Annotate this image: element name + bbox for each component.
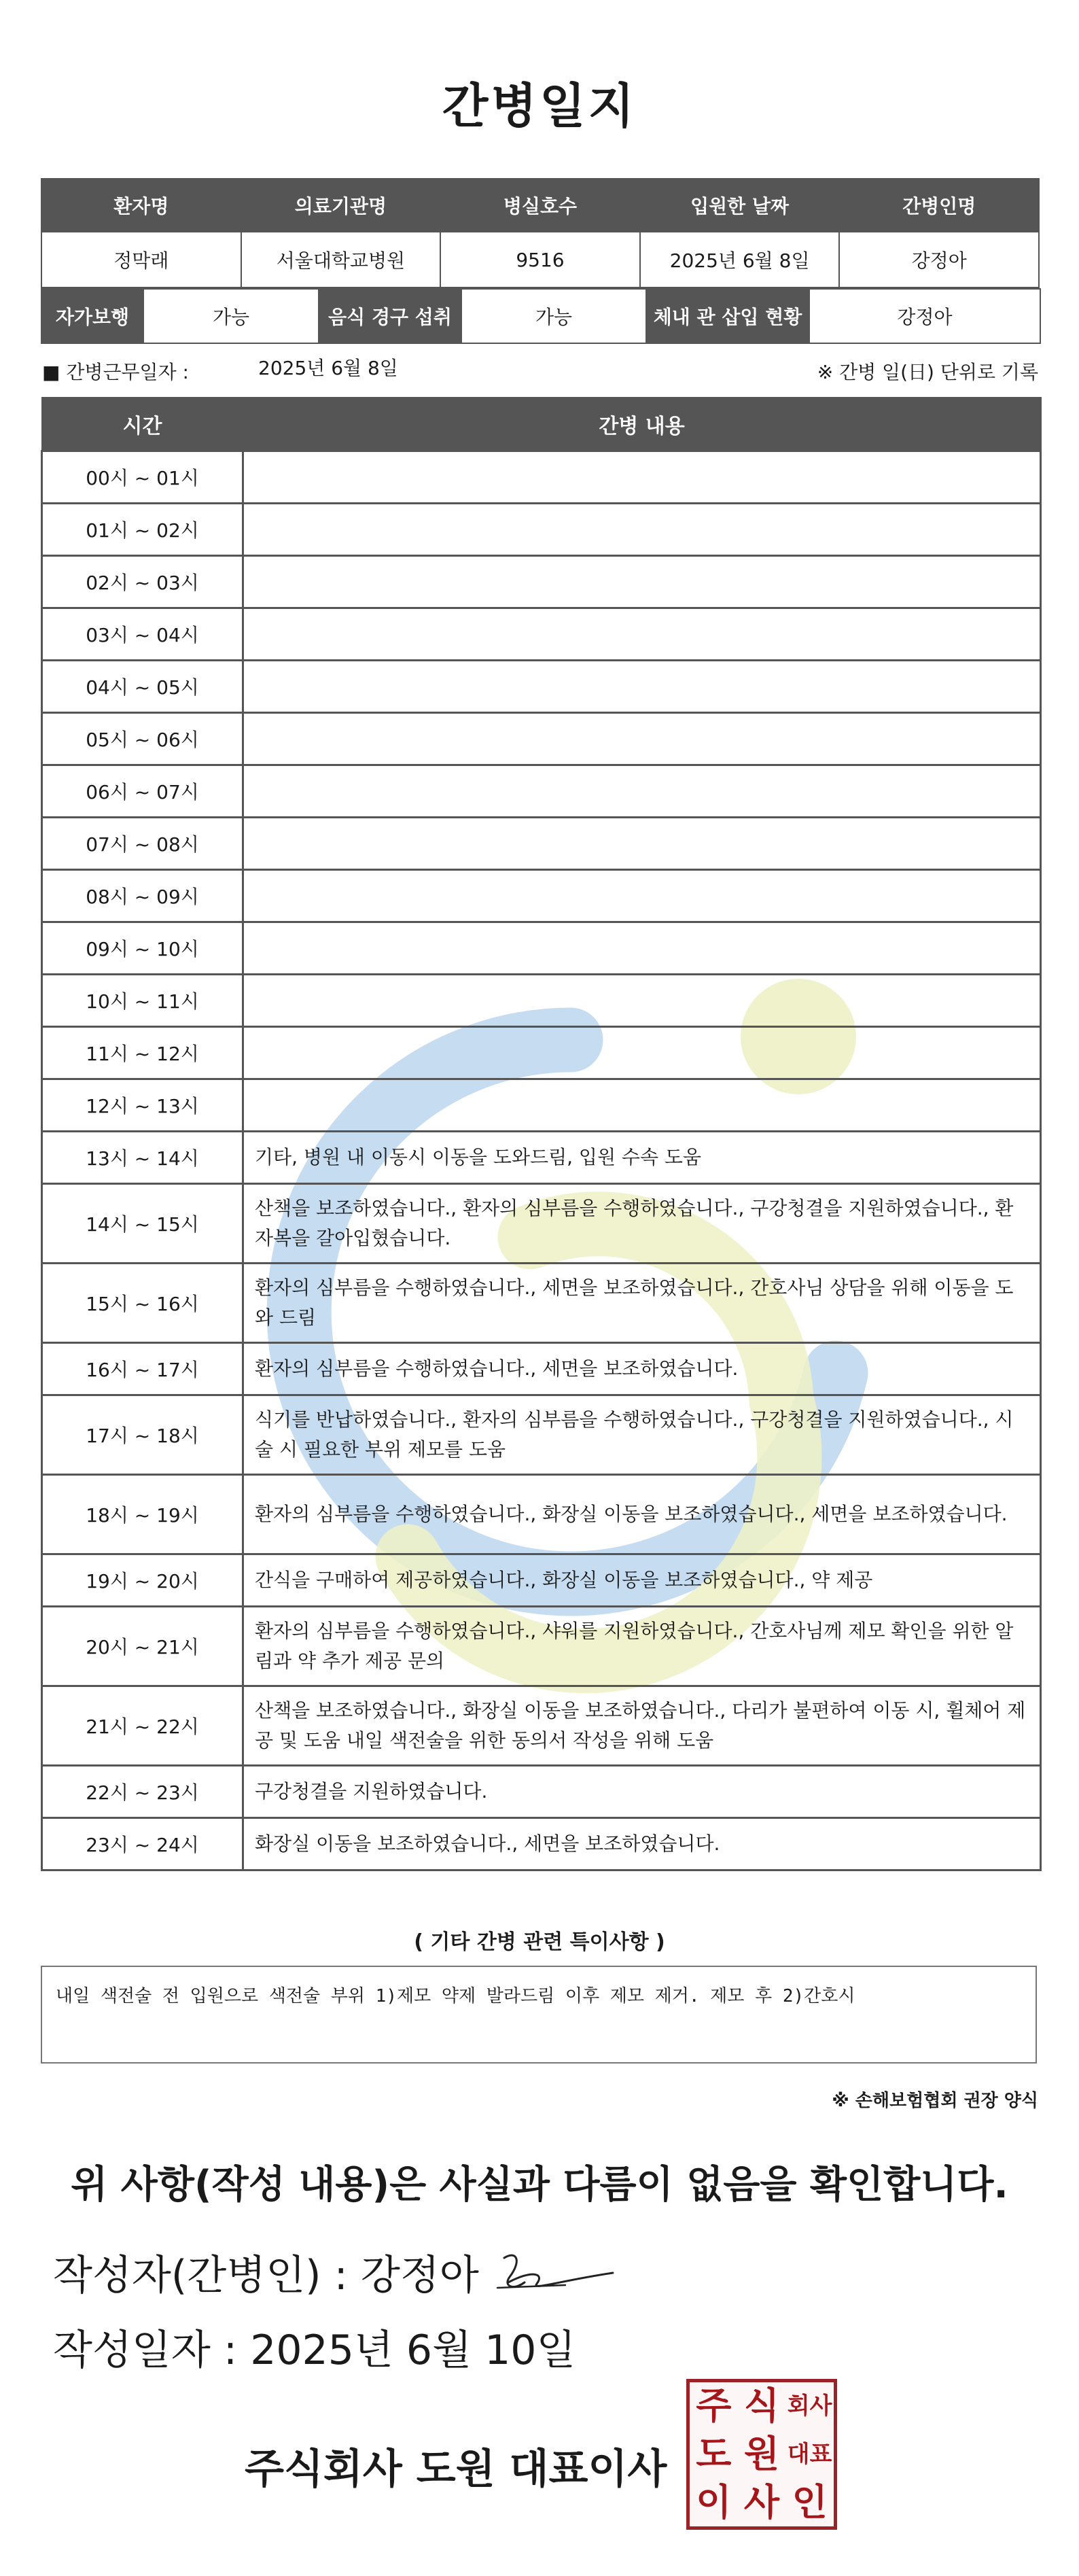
care-date-value: 2025년 6월 8일 — [258, 357, 398, 379]
seal-character: 회사 — [787, 2392, 832, 2420]
table-row — [42, 451, 1041, 504]
seal-character: 식 — [743, 2384, 780, 2428]
content-cell — [243, 975, 1041, 1027]
oral-intake-label: 음식 경구 섭취 — [319, 289, 461, 343]
time-cell: 20시 ~ 21시 — [42, 1607, 243, 1686]
time-cell: 11시 ~ 12시 — [42, 1027, 243, 1079]
time-cell: 10시 ~ 11시 — [42, 975, 243, 1027]
oral-intake-value: 가능 — [461, 289, 646, 343]
notes-title: ( 기타 간병 관련 특이사항 ) — [414, 1930, 665, 1954]
content-cell — [243, 504, 1041, 556]
admission-date: 2025년 6월 8일 — [640, 232, 840, 288]
time-cell: 12시 ~ 13시 — [42, 1079, 243, 1132]
document-title: 간병일지 — [442, 78, 637, 134]
time-cell: 09시 ~ 10시 — [42, 922, 243, 975]
header-patient-name: 환자명 — [41, 179, 241, 232]
content-cell: 기타, 병원 내 이동시 이동을 도와드림, 입원 수속 도움 — [243, 1132, 1041, 1184]
time-cell: 02시 ~ 03시 — [42, 556, 243, 608]
hospital-name: 서울대학교병원 — [241, 232, 441, 288]
time-column-header: 시간 — [42, 398, 243, 451]
time-cell: 01시 ~ 02시 — [42, 504, 243, 556]
time-cell: 07시 ~ 08시 — [42, 818, 243, 870]
signature-image — [484, 2243, 620, 2304]
seal-character: 인 — [792, 2480, 828, 2524]
table-row — [42, 765, 1041, 818]
patient-name: 정막래 — [41, 232, 241, 288]
written-date-line: 작성일자 : 2025년 6월 10일 — [53, 2327, 576, 2374]
content-cell: 간식을 구매하여 제공하였습니다., 화장실 이동을 보조하였습니다., 약 제공 — [243, 1554, 1041, 1607]
content-cell: 환자의 심부름을 수행하였습니다., 세면을 보조하였습니다., 간호사님 상담을 위해 이동을 도와 드림 — [243, 1264, 1041, 1343]
content-cell: 구강청결을 지원하였습니다. — [243, 1766, 1041, 1818]
table-row — [42, 870, 1041, 922]
table-row — [42, 1686, 1041, 1766]
header-room: 병실호수 — [440, 179, 640, 232]
seal-character: 이 — [696, 2480, 732, 2524]
seal-character: 주 — [696, 2384, 732, 2428]
time-cell: 16시 ~ 17시 — [42, 1343, 243, 1395]
content-cell: 산책을 보조하였습니다., 화장실 이동을 보조하였습니다., 다리가 불편하여 이동 시, 휠체어 제공 및 도움 내일 색전술을 위한 동의서 작성을 위해 도움 — [243, 1686, 1041, 1766]
table-row — [42, 1184, 1041, 1264]
seal-character: 대표 — [787, 2440, 832, 2468]
time-cell: 13시 ~ 14시 — [42, 1132, 243, 1184]
care-date-label: ■ 간병근무일자 : — [42, 361, 189, 383]
company-representative: 주식회사 도원 대표이사 — [245, 2446, 667, 2493]
header-hospital: 의료기관명 — [241, 179, 441, 232]
seal-character: 원 — [743, 2432, 780, 2475]
writer-line: 작성자(간병인) : 강정아 — [53, 2252, 479, 2299]
time-cell: 03시 ~ 04시 — [42, 608, 243, 661]
content-cell: 화장실 이동을 보조하였습니다., 세면을 보조하였습니다. — [243, 1818, 1041, 1870]
time-cell: 18시 ~ 19시 — [42, 1475, 243, 1554]
tube-insertion-value: 강정아 — [809, 289, 1040, 343]
table-row — [42, 1132, 1041, 1184]
time-cell: 23시 ~ 24시 — [42, 1818, 243, 1870]
patient-info-table — [41, 178, 1040, 288]
time-cell: 00시 ~ 01시 — [42, 451, 243, 504]
content-cell — [243, 608, 1041, 661]
header-caregiver: 간병인명 — [839, 179, 1039, 232]
table-row — [42, 1343, 1041, 1395]
time-cell: 22시 ~ 23시 — [42, 1766, 243, 1818]
table-row — [42, 1079, 1041, 1132]
content-cell — [243, 451, 1041, 504]
content-cell: 환자의 심부름을 수행하였습니다., 화장실 이동을 보조하였습니다., 세면을 보조하였습니다. — [243, 1475, 1041, 1554]
time-cell: 05시 ~ 06시 — [42, 713, 243, 765]
content-cell — [243, 661, 1041, 713]
table-row — [42, 1607, 1041, 1686]
content-cell — [243, 818, 1041, 870]
time-cell: 15시 ~ 16시 — [42, 1264, 243, 1343]
table-row — [42, 1027, 1041, 1079]
table-row — [42, 713, 1041, 765]
confirmation-statement: 위 사항(작성 내용)은 사실과 다름이 없음을 확인합니다. — [71, 2163, 1008, 2207]
care-log-header-row — [42, 398, 1041, 451]
table-row — [42, 1264, 1041, 1343]
notes-textarea[interactable]: 내일 색전술 전 입원으로 색전술 부위 1)제모 약제 발라드림 이후 제모 제거. 제모 후 2)간호시 — [41, 1966, 1037, 2064]
content-cell: 환자의 심부름을 수행하였습니다., 샤워를 지원하였습니다., 간호사님께 제모 확인을 위한 알림과 약 추가 제공 문의 — [243, 1607, 1041, 1686]
patient-info-header-row — [41, 179, 1039, 232]
table-row — [42, 1475, 1041, 1554]
seal-character: 도 — [696, 2432, 732, 2475]
table-row — [42, 1818, 1041, 1870]
patient-info-value-row — [41, 232, 1039, 288]
form-source-note: ※ 손해보험협회 권장 양식 — [832, 2091, 1038, 2111]
table-row — [42, 975, 1041, 1027]
content-cell — [243, 1027, 1041, 1079]
care-log-table — [41, 397, 1042, 1871]
content-cell — [243, 713, 1041, 765]
caregiver-name: 강정아 — [839, 232, 1039, 288]
content-cell — [243, 765, 1041, 818]
table-row — [42, 1395, 1041, 1475]
table-row — [42, 818, 1041, 870]
room-number: 9516 — [440, 232, 640, 288]
content-cell — [243, 556, 1041, 608]
table-row — [42, 1554, 1041, 1607]
company-seal-stamp — [686, 2379, 837, 2530]
time-cell: 17시 ~ 18시 — [42, 1395, 243, 1475]
table-row — [42, 556, 1041, 608]
content-cell: 식기를 반납하였습니다., 환자의 심부름을 수행하였습니다., 구강청결을 지원하였습니다., 시술 시 필요한 부위 제모를 도움 — [243, 1395, 1041, 1475]
table-row — [42, 1766, 1041, 1818]
content-cell — [243, 922, 1041, 975]
table-row — [42, 922, 1041, 975]
table-row — [42, 661, 1041, 713]
table-row — [42, 608, 1041, 661]
header-admission-date: 입원한 날짜 — [640, 179, 840, 232]
walking-label: 자가보행 — [41, 289, 143, 343]
care-date-line — [42, 353, 1038, 387]
status-info-table — [41, 288, 1041, 344]
time-cell: 14시 ~ 15시 — [42, 1184, 243, 1264]
content-cell — [243, 1079, 1041, 1132]
walking-value: 가능 — [143, 289, 319, 343]
time-cell: 19시 ~ 20시 — [42, 1554, 243, 1607]
time-cell: 21시 ~ 22시 — [42, 1686, 243, 1766]
status-info-row — [41, 289, 1040, 343]
table-row — [42, 504, 1041, 556]
content-cell: 환자의 심부름을 수행하였습니다., 세면을 보조하였습니다. — [243, 1343, 1041, 1395]
time-cell: 08시 ~ 09시 — [42, 870, 243, 922]
time-cell: 06시 ~ 07시 — [42, 765, 243, 818]
tube-insertion-label: 체내 관 삽입 현황 — [646, 289, 809, 343]
seal-characters — [690, 2382, 834, 2526]
content-column-header: 간병 내용 — [243, 398, 1041, 451]
time-cell: 04시 ~ 05시 — [42, 661, 243, 713]
seal-character: 사 — [743, 2480, 780, 2524]
care-date-note: ※ 간병 일(日) 단위로 기록 — [817, 361, 1038, 383]
content-cell: 산책을 보조하였습니다., 환자의 심부름을 수행하였습니다., 구강청결을 지원하였습니다., 환자복을 갈아입혔습니다. — [243, 1184, 1041, 1264]
content-cell — [243, 870, 1041, 922]
